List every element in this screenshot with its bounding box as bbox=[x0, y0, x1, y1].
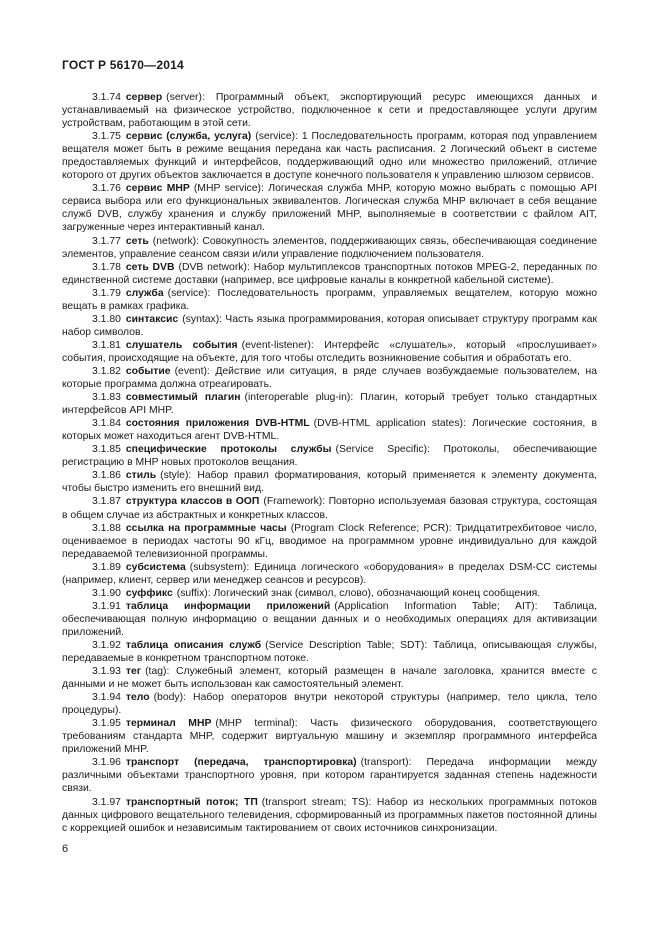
entry-number: 3.1.74 bbox=[92, 92, 121, 103]
entry-definition: (event-listener): Интерфейс «слушатель», который «прослушивает» события, происходящие на объекте, для того чтобы отследить возникновение события и обработать его. bbox=[62, 339, 597, 364]
entry-term: слушатель события bbox=[125, 339, 238, 351]
entry-term: сервер bbox=[125, 92, 163, 103]
entry-definition: (Service Description Table; SDT): Таблица, описывающая службы, передаваемые в конкретном транспортном потоке. bbox=[62, 639, 597, 665]
entry-definition: (Framework): Повторно используемая базовая структура, состоящая в общем случае из абстрактных и конкретных классов. bbox=[62, 496, 598, 521]
entry-term: субсистема bbox=[125, 561, 186, 573]
entry-term: совместимый плагин bbox=[125, 392, 241, 404]
entry-number: 3.1.82 bbox=[92, 365, 121, 377]
definition-entry bbox=[62, 339, 597, 365]
entry-definition: (DVB-HTML application states): Логические состояния, в которых может находиться агент DVB-HTML. bbox=[62, 418, 597, 443]
entry-term: транспорт (передача, транспортировка) bbox=[125, 757, 357, 769]
entry-number: 3.1.95 bbox=[92, 718, 121, 730]
definition-entry bbox=[62, 235, 597, 261]
definition-entry bbox=[62, 756, 597, 795]
definition-entry bbox=[62, 417, 597, 443]
entry-definition: (Application Information Table; AIT): Таблица, обеспечивающая полную информацию о вещании данных и о необходимых операциях для активизации приложений. bbox=[62, 600, 597, 638]
entry-term: стиль bbox=[125, 470, 157, 482]
entry-term: состояния приложения DVB-HTML bbox=[125, 418, 310, 430]
entry-term: ссылка на программные часы bbox=[125, 522, 287, 534]
definition-entry bbox=[62, 561, 597, 587]
entry-number: 3.1.88 bbox=[92, 522, 121, 534]
document-header: ГОСТ Р 56170—2014 bbox=[62, 58, 184, 72]
entry-definition: (syntax): Часть языка программирования, которая описывает структуру программ как набор символов. bbox=[62, 313, 597, 338]
definition-entry bbox=[62, 600, 597, 639]
entry-number: 3.1.80 bbox=[92, 313, 121, 325]
definition-entry bbox=[62, 365, 597, 391]
page-number: 6 bbox=[62, 843, 69, 855]
entry-definition: (DVB network): Набор мультиплексов транспортных потоков MPEG-2, переданных по единственной системе доставки (например, все цифровые каналы в конкретной кабельной системе). bbox=[62, 261, 597, 286]
entry-term: сеть bbox=[125, 235, 149, 247]
definition-entry bbox=[62, 130, 597, 182]
entry-number: 3.1.96 bbox=[92, 757, 121, 769]
entry-number: 3.1.94 bbox=[92, 692, 121, 704]
entry-term: таблица описания служб bbox=[125, 639, 262, 651]
entry-term: тег bbox=[125, 666, 142, 678]
entry-term: служба bbox=[125, 287, 164, 299]
definition-entry bbox=[62, 587, 597, 600]
entry-number: 3.1.85 bbox=[92, 444, 121, 456]
entry-definition: (Program Clock Reference; PCR): Тридцатитрехбитовое число, оцениваемое в периодах частоты 90 кГц, вводимое на программном уровне индивидуально для каждой передаваемой телевизионной программы. bbox=[62, 522, 597, 560]
entry-number: 3.1.81 bbox=[92, 339, 121, 351]
entry-number: 3.1.83 bbox=[92, 392, 121, 404]
entry-term: событие bbox=[125, 365, 171, 377]
definition-entry bbox=[62, 665, 597, 691]
definition-entry bbox=[62, 691, 597, 717]
entry-definition: (Service Specific): Протоколы, обеспечивающие регистрацию в MHP новых протоколов вещания. bbox=[62, 444, 597, 469]
entry-definition: (subsystem): Единица логического «оборудования» в пределах DSM-CC системы (например, клиент, сервер или менеджер сеансов и ресурсов). bbox=[62, 561, 597, 586]
entry-number: 3.1.78 bbox=[92, 261, 121, 273]
definition-entry bbox=[62, 91, 597, 130]
entry-term: сервис MHP bbox=[125, 183, 190, 195]
entry-definition: (transport): Передача информации между различными объектами транспортного уровня, при котором гарантируется заданная степень надежности связи. bbox=[62, 757, 597, 795]
definition-entry bbox=[62, 469, 597, 495]
entry-definition: (body): Набор операторов внутри некоторой структуры (например, тело цикла, тело процедуры). bbox=[62, 692, 597, 717]
definition-entry bbox=[62, 522, 597, 561]
entry-definition: (network): Совокупность элементов, поддерживающих связь, обеспечивающая соединение элементов, управление сеансом связи и/или управление подключением пользователя. bbox=[62, 235, 597, 260]
entry-term: суффикс bbox=[125, 587, 173, 599]
entry-number: 3.1.77 bbox=[92, 235, 121, 247]
entry-term: терминал MHP bbox=[125, 718, 212, 730]
entry-number: 3.1.93 bbox=[92, 666, 121, 678]
entry-definition: (style): Набор правил форматирования, который применяется к элементу документа, чтобы быстро изменить его внешний вид. bbox=[62, 470, 597, 495]
entry-number: 3.1.76 bbox=[92, 183, 121, 195]
entry-term: специфические протоколы службы bbox=[125, 444, 332, 456]
entry-definition: (MHP service): Логическая служба MHP, которую можно выбрать с помощью API сервиса выбора или его функциональных эквивалентов. Логическая служба MHP включает в себя вещание служб DVB, службу хранения и службу приложений MHP, выполняемые в соответствии с файлом AIT, загруженные через интерактивный канал. bbox=[62, 183, 597, 234]
definition-entry bbox=[62, 391, 597, 417]
definitions-list bbox=[62, 91, 597, 835]
entry-definition: (service): Последовательность программ, управляемых вещателем, которую можно вещать в рамках графика. bbox=[62, 287, 597, 312]
definition-entry bbox=[62, 639, 597, 665]
entry-definition: (interoperable plug-in): Плагин, который требует только стандартных интерфейсов API MHP. bbox=[62, 392, 597, 417]
entry-number: 3.1.91 bbox=[92, 600, 121, 612]
entry-number: 3.1.75 bbox=[92, 131, 121, 143]
entry-term: сервис (служба, услуга) bbox=[125, 131, 252, 143]
entry-definition: (tag): Служебный элемент, который размещен в начале заголовка, хранится вместе с данными и не может быть использован как самостоятельный элемент. bbox=[62, 666, 597, 691]
entry-term: сеть DVB bbox=[125, 261, 175, 273]
definition-entry bbox=[62, 261, 597, 287]
entry-number: 3.1.89 bbox=[92, 561, 121, 573]
entry-number: 3.1.90 bbox=[92, 587, 121, 599]
entry-definition: (suffix): Логический знак (символ, слово), обозначающий конец сообщения. bbox=[176, 587, 541, 599]
entry-number: 3.1.86 bbox=[92, 470, 121, 482]
definition-entry bbox=[62, 717, 597, 756]
definition-entry bbox=[62, 287, 597, 313]
definition-entry bbox=[62, 796, 597, 835]
entry-term: синтаксис bbox=[125, 313, 179, 325]
entry-term: структура классов в ООП bbox=[125, 496, 260, 508]
entry-number: 3.1.79 bbox=[92, 287, 121, 299]
entry-definition: (service): 1 Последовательность программ, которая под управлением вещателя может быть в режиме вещания передана как часть расписания. 2 Логический объект в системе предоставляемых функций и интерфейсов, поддерживающий одно или множество приложений, отличие которого от других объектов заключается в доступе конечного пользователя к управлению шлюзом сервисов. bbox=[62, 131, 597, 182]
definition-entry bbox=[62, 443, 597, 469]
entry-number: 3.1.97 bbox=[92, 796, 121, 808]
entry-definition: (transport stream; TS): Набор из нескольких программных потоков данных цифрового вещательного телевидения, сформированный из программных пакетов постоянной длины с коррекцией ошибок и независимым тактированием от своих источников синхронизации. bbox=[62, 796, 597, 834]
definition-entry bbox=[62, 495, 597, 521]
entry-definition: (event): Действие или ситуация, в ряде случаев возбуждаемые пользователем, на которые программа должна отреагировать. bbox=[62, 365, 597, 391]
entry-number: 3.1.84 bbox=[92, 418, 121, 430]
entry-term: тело bbox=[125, 692, 150, 704]
entry-definition: (server): Программный объект, экспортирующий ресурс имеющихся данных и устанавливаемый на физическое устройство, подключенное к сети и предоставляющее услуги другим устройствам, работающим в этой сети. bbox=[62, 92, 597, 130]
definition-entry bbox=[62, 182, 597, 234]
definition-entry bbox=[62, 313, 597, 339]
entry-number: 3.1.87 bbox=[92, 496, 121, 508]
entry-term: таблица информации приложений bbox=[125, 600, 331, 612]
entry-number: 3.1.92 bbox=[92, 639, 121, 651]
entry-definition: (MHP terminal): Часть физического оборудования, соответствующего требованиям стандарта MHP, содержит виртуальную машину и экземпляр программного интерфейса приложений MHP. bbox=[62, 718, 597, 756]
entry-term: транспортный поток; ТП bbox=[125, 796, 258, 808]
